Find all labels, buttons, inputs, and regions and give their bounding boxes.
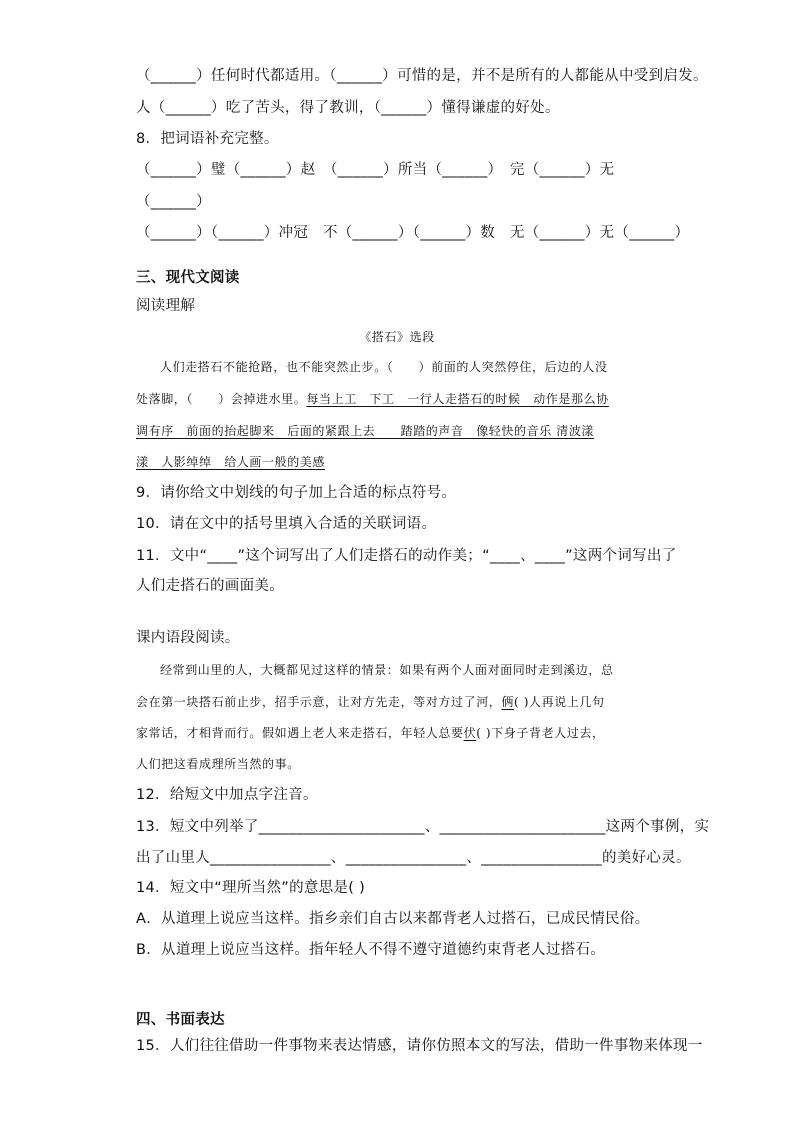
intro-2: 课内语段阅读。 (136, 630, 240, 646)
passage-1-line-2-text: 处落脚，（ ）会掉进水里。 (136, 392, 307, 406)
question-11-line-1: 11．文中“____”这个词写出了人们走搭石的动作美；“____、____”这两个词写出了 (136, 548, 677, 564)
q8-prompt: 8．把词语补充完整。 (136, 131, 279, 147)
section-3-subheading: 阅读理解 (136, 298, 196, 314)
passage-2-line-3-text-a: 家常话，才相背而行。假如遇上老人来走搭石，年轻人总要 (136, 726, 464, 740)
q8-line-3: （______）（______）冲冠 不（______）（______）数 无（______）无（______） (136, 225, 690, 241)
passage-2-line-2-text-a: 会在第一块搭石前止步，招手示意，让对方先走，等对方过了河， (136, 695, 502, 709)
question-13-line-2: 出了山里人________________、________________、________________的美好心灵。 (136, 850, 691, 866)
question-14: 14．短文中“理所当然”的意思是( ) (136, 880, 366, 896)
passage-1-line-1: 人们走搭石不能抢路，也不能突然止步。（ ）前面的人突然停住，后边的人没 (160, 360, 608, 374)
dotted-char-2: 伏 (463, 726, 477, 740)
underlined-sentence-part-3: 漾 人影绰绰 给人画一般的美感 (136, 455, 326, 469)
question-14-option-b: B．从道理上说应当这样。指年轻人不得不遵守道德约束背老人过搭石。 (136, 942, 606, 958)
section-4-heading: 四、书面表达 (136, 1012, 225, 1028)
q7-line-2: 人（______）吃了苦头，得了教训，（______）懂得谦虚的好处。 (136, 100, 560, 116)
passage-2-line-2 (136, 693, 605, 711)
underlined-sentence-part-1: 每当上工 下工 一行人走搭石的时候 动作是那么协 (306, 392, 609, 406)
question-14-option-a: A．从道理上说应当这样。指乡亲们自古以来都背老人过搭石，已成民情民俗。 (136, 911, 650, 927)
question-13-line-1: 13．短文中列举了______________________、______________________这两个事例，实 (136, 819, 710, 835)
q8-line-2: （______） (136, 194, 211, 210)
question-11-line-2: 人们走搭石的画面美。 (136, 578, 284, 594)
passage-2-line-3 (136, 724, 605, 742)
passage-2-line-3-text-b: ( )下身子背老人过去， (476, 726, 605, 740)
section-3-heading: 三、现代文阅读 (136, 270, 240, 286)
passage-2-line-2-text-b: ( )人再说上几句 (514, 695, 605, 709)
question-10: 10．请在文中的括号里填入合适的关联词语。 (136, 516, 437, 532)
passage-2-line-4: 人们把这看成理所当然的事。 (136, 757, 300, 771)
question-12: 12．给短文中加点字注音。 (136, 787, 318, 803)
q8-line-1: （______）璧（______）赵 （______）所当（______） 完（______）无 (136, 162, 615, 178)
question-9: 9．请你给文中划线的句子加上合适的标点符号。 (136, 485, 457, 501)
dotted-char-1: 俩 (501, 695, 515, 709)
passage-title: 《搭石》选段 (359, 330, 435, 344)
passage-1-line-2 (136, 390, 609, 408)
question-15: 15．人们往往借助一件事物来表达情感，请你仿照本文的写法，借助一件事物来体现一 (136, 1038, 703, 1054)
passage-2-line-1: 经常到山里的人，大概都见过这样的情景：如果有两个人面对面同时走到溪边，总 (160, 663, 614, 677)
q7-line-1: （______）任何时代都适用。（______）可惜的是，并不是所有的人都能从中受到启发。 (136, 68, 708, 84)
underlined-sentence-part-2: 调有序 前面的抬起脚来 后面的紧跟上去 踏踏的声音 像轻快的音乐 清波漾 (136, 424, 595, 438)
